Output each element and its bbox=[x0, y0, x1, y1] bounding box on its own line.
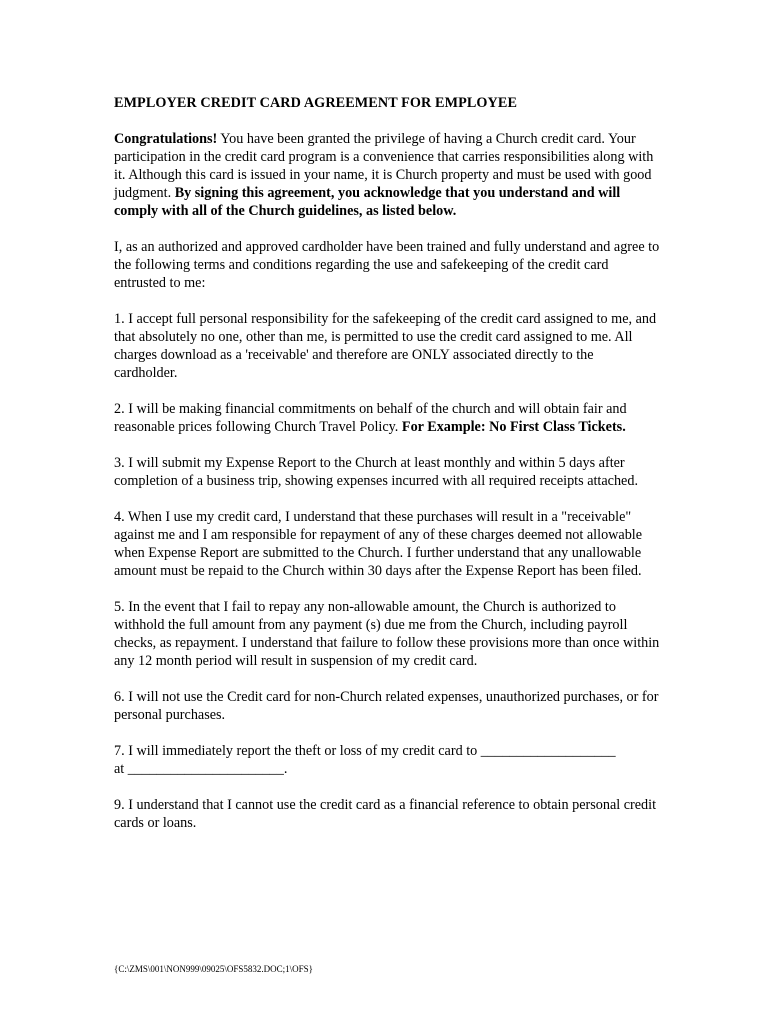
intro-paragraph bbox=[114, 130, 660, 220]
page-title: EMPLOYER CREDIT CARD AGREEMENT FOR EMPLOYEE bbox=[114, 95, 518, 111]
congratulations-text: Congratulations! bbox=[114, 131, 218, 147]
term-item-1: 1. I accept full personal responsibility for the safekeeping of the credit card assigned to me, and that absolutely no one, other than me, is permitted to use the credit card assigned to me. All charges download as a 'receivable' and therefore are ONLY associated directly to the cardholder. bbox=[114, 311, 657, 381]
term-item-2-example: For Example: No First Class Tickets. bbox=[401, 419, 626, 435]
intro-text: You have been granted the privilege of having a Church credit card. Your participation in the credit card program is a convenience that carries responsibilities along with it. Although this card is issued in your name, it is Church property and must be used with good judgment. bbox=[114, 131, 654, 201]
term-item-9: 9. I understand that I cannot use the credit card as a financial reference to obtain personal credit cards or loans. bbox=[114, 797, 657, 831]
acknowledgement-text: By signing this agreement, you acknowledge that you understand and will comply with all of the Church guidelines, as listed below. bbox=[114, 185, 621, 219]
document-footer-path: {C:\ZMS\001\NON999\09025\OFS5832.DOC;1\OFS} bbox=[114, 964, 313, 974]
document-body bbox=[114, 94, 660, 850]
term-item-2 bbox=[114, 400, 660, 436]
term-item-7 bbox=[114, 742, 660, 778]
term-item-7-line-2: at ______________________. bbox=[114, 761, 288, 777]
term-item-7-line-1: 7. I will immediately report the theft or loss of my credit card to ___________________ bbox=[114, 743, 616, 759]
term-item-5: 5. In the event that I fail to repay any non-allowable amount, the Church is authorized to withhold the full amount from any payment (s) due me from the Church, including payroll checks, as repayment. I understand that failure to follow these provisions more than once within any 12 month period will result in suspension of my credit card. bbox=[114, 599, 660, 669]
preamble-paragraph: I, as an authorized and approved cardholder have been trained and fully understand and agree to the following terms and conditions regarding the use and safekeeping of the credit card entrusted to me: bbox=[114, 239, 660, 291]
term-item-6: 6. I will not use the Credit card for non-Church related expenses, unauthorized purchases, or for personal purchases. bbox=[114, 689, 659, 723]
term-item-4: 4. When I use my credit card, I understand that these purchases will result in a "receivable" against me and I am responsible for repayment of any of these charges deemed not allowable when Expense Report are submitted to the Church. I further understand that any unallowable amount must be repaid to the Church within 30 days after the Expense Report has been filed. bbox=[114, 509, 643, 579]
term-item-2-text: 2. I will be making financial commitments on behalf of the church and will obtain fair and reasonable prices following Church Travel Policy. bbox=[114, 401, 627, 435]
term-item-3: 3. I will submit my Expense Report to the Church at least monthly and within 5 days after completion of a business trip, showing expenses incurred with all required receipts attached. bbox=[114, 455, 638, 489]
